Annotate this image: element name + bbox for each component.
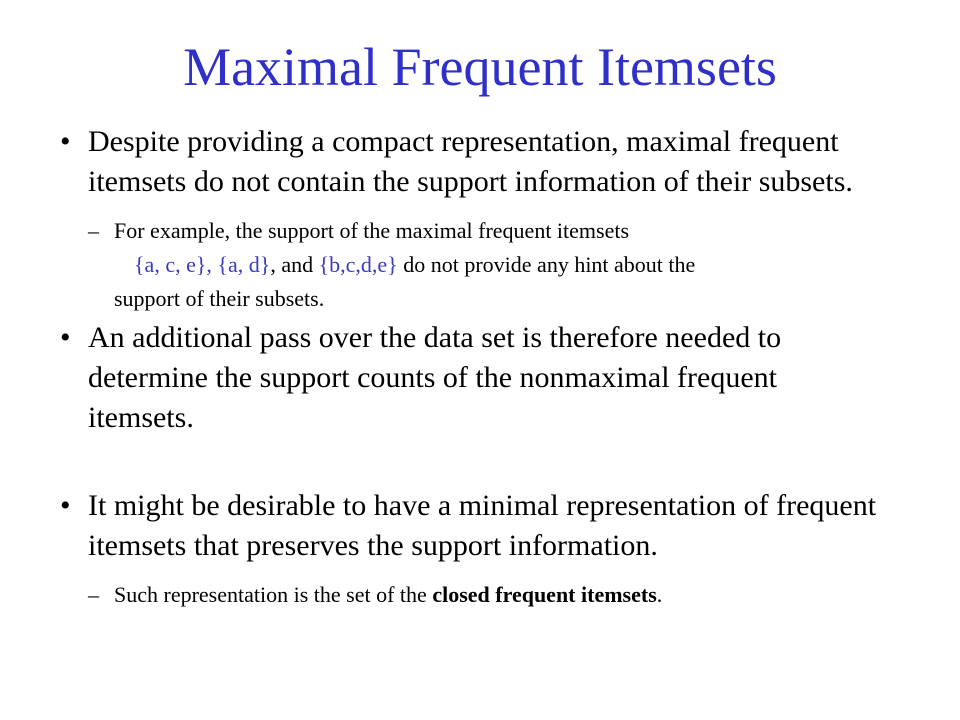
itemset-ace: {a, c, e} [134,252,207,277]
bullet-3 [60,486,888,612]
bullet-3-row [60,486,888,566]
bullet-2-row [60,318,888,438]
bullet-3-sub-prefix: Such representation is the set of the [114,582,433,607]
bullet-1-sub-rest: do not provide any hint about the [397,252,696,277]
bullet-2-marker: • [60,321,71,354]
bullet-3-marker: • [60,489,71,522]
bullet-1-text: Despite providing a compact representation, maximal frequent itemsets do not contain the support information of their subsets. [88,125,853,198]
bullet-1-sub-line-2 [114,248,874,282]
itemset-ad: {a, d} [217,252,271,277]
itemset-bcde: {b,c,d,e} [318,252,398,277]
bullet-1-sub [88,214,874,316]
bullet-3-sub [88,578,874,612]
bullet-2-text: An additional pass over the data set is therefore needed to determine the support counts of the nonmaximal frequent itemsets. [88,321,782,434]
bullet-3-sub-suffix: . [656,582,663,607]
bullet-3-sub-marker: – [88,582,99,607]
bullet-1-marker: • [60,125,71,158]
bullet-2 [60,318,888,438]
bullet-1-sub-line-3: support of their subsets. [114,286,325,311]
itemset-separator-1: , [206,252,218,277]
bullet-1-row [60,122,888,202]
bullet-3-text: It might be desirable to have a minimal representation of frequent itemsets that preserves the support information. [88,489,877,562]
bullet-1 [60,122,888,316]
slide-title: Maximal Frequent Itemsets [183,37,777,97]
bullet-1-sub-marker: – [88,218,99,243]
bullet-1-sub-line-1: For example, the support of the maximal frequent itemsets [114,218,630,243]
itemset-separator-2: , and [270,252,319,277]
closed-frequent-itemsets-term: closed frequent itemsets [432,582,657,607]
